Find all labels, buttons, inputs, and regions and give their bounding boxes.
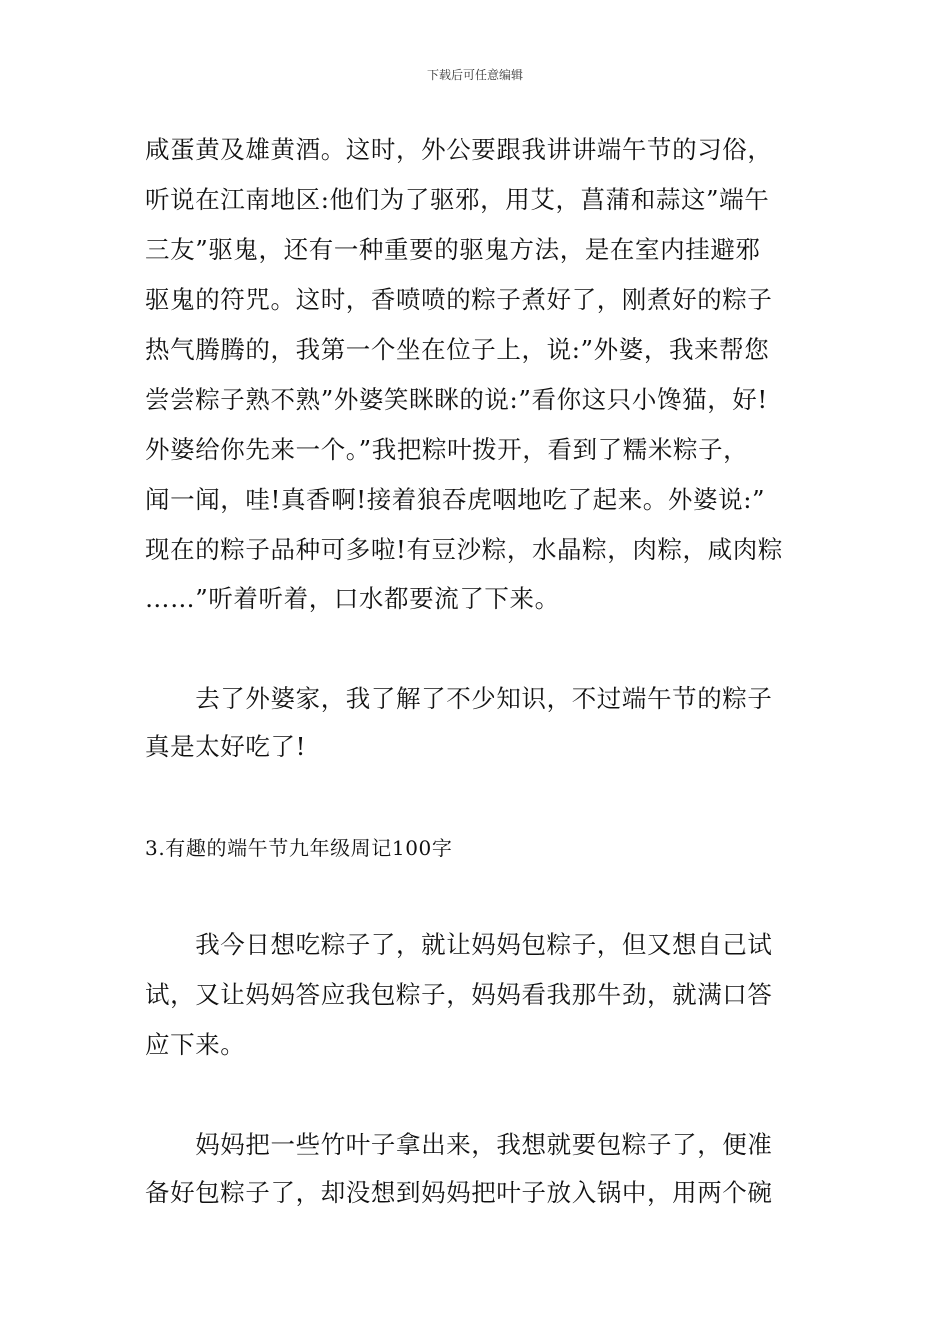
paragraph-line: 驱鬼的符咒。这时，香喷喷的粽子煮好了，刚煮好的粽子 xyxy=(145,285,773,314)
paragraph-line: 闻一闻，哇!真香啊!接着狼吞虎咽地吃了起来。外婆说:” xyxy=(145,485,766,514)
paragraph-line: 外婆给你先来一个。”我把粽叶拨开，看到了糯米粽子， xyxy=(145,435,749,464)
paragraph-line: 三友”驱鬼，还有一种重要的驱鬼方法，是在室内挂避邪 xyxy=(145,235,761,264)
paragraph-line: 尝尝粽子熟不熟”外婆笑眯眯的说:”看你这只小馋猫，好! xyxy=(145,385,768,414)
paragraph-line: 真是太好吃了! xyxy=(145,732,307,761)
paragraph-line: 试，又让妈妈答应我包粽子，妈妈看我那牛劲，就满口答 xyxy=(145,980,773,1009)
section-heading: 3.有趣的端午节九年级周记100字 xyxy=(145,836,453,860)
paragraph-line: 我今日想吃粽子了，就让妈妈包粽子，但又想自己试 xyxy=(145,930,773,959)
paragraph-line: 去了外婆家，我了解了不少知识，不过端午节的粽子 xyxy=(145,684,773,713)
paragraph-line: ……”听着听着，口水都要流了下来。 xyxy=(145,584,560,613)
paragraph-line: 备好包粽子了，却没想到妈妈把叶子放入锅中，用两个碗 xyxy=(145,1178,773,1207)
paragraph-line: 应下来。 xyxy=(145,1030,246,1059)
paragraph-line: 热气腾腾的，我第一个坐在位子上，说:”外婆，我来帮您 xyxy=(145,335,770,364)
paragraph-line: 现在的粽子品种可多啦!有豆沙粽，水晶粽，肉粽，咸肉粽 xyxy=(145,535,783,564)
paragraph-line: 妈妈把一些竹叶子拿出来，我想就要包粽子了，便准 xyxy=(145,1130,773,1159)
paragraph-line: 听说在江南地区:他们为了驱邪，用艾，菖蒲和蒜这”端午 xyxy=(145,185,770,214)
paragraph-line: 咸蛋黄及雄黄酒。这时，外公要跟我讲讲端午节的习俗， xyxy=(145,135,773,164)
page-header: 下载后可任意编辑 xyxy=(426,68,523,82)
